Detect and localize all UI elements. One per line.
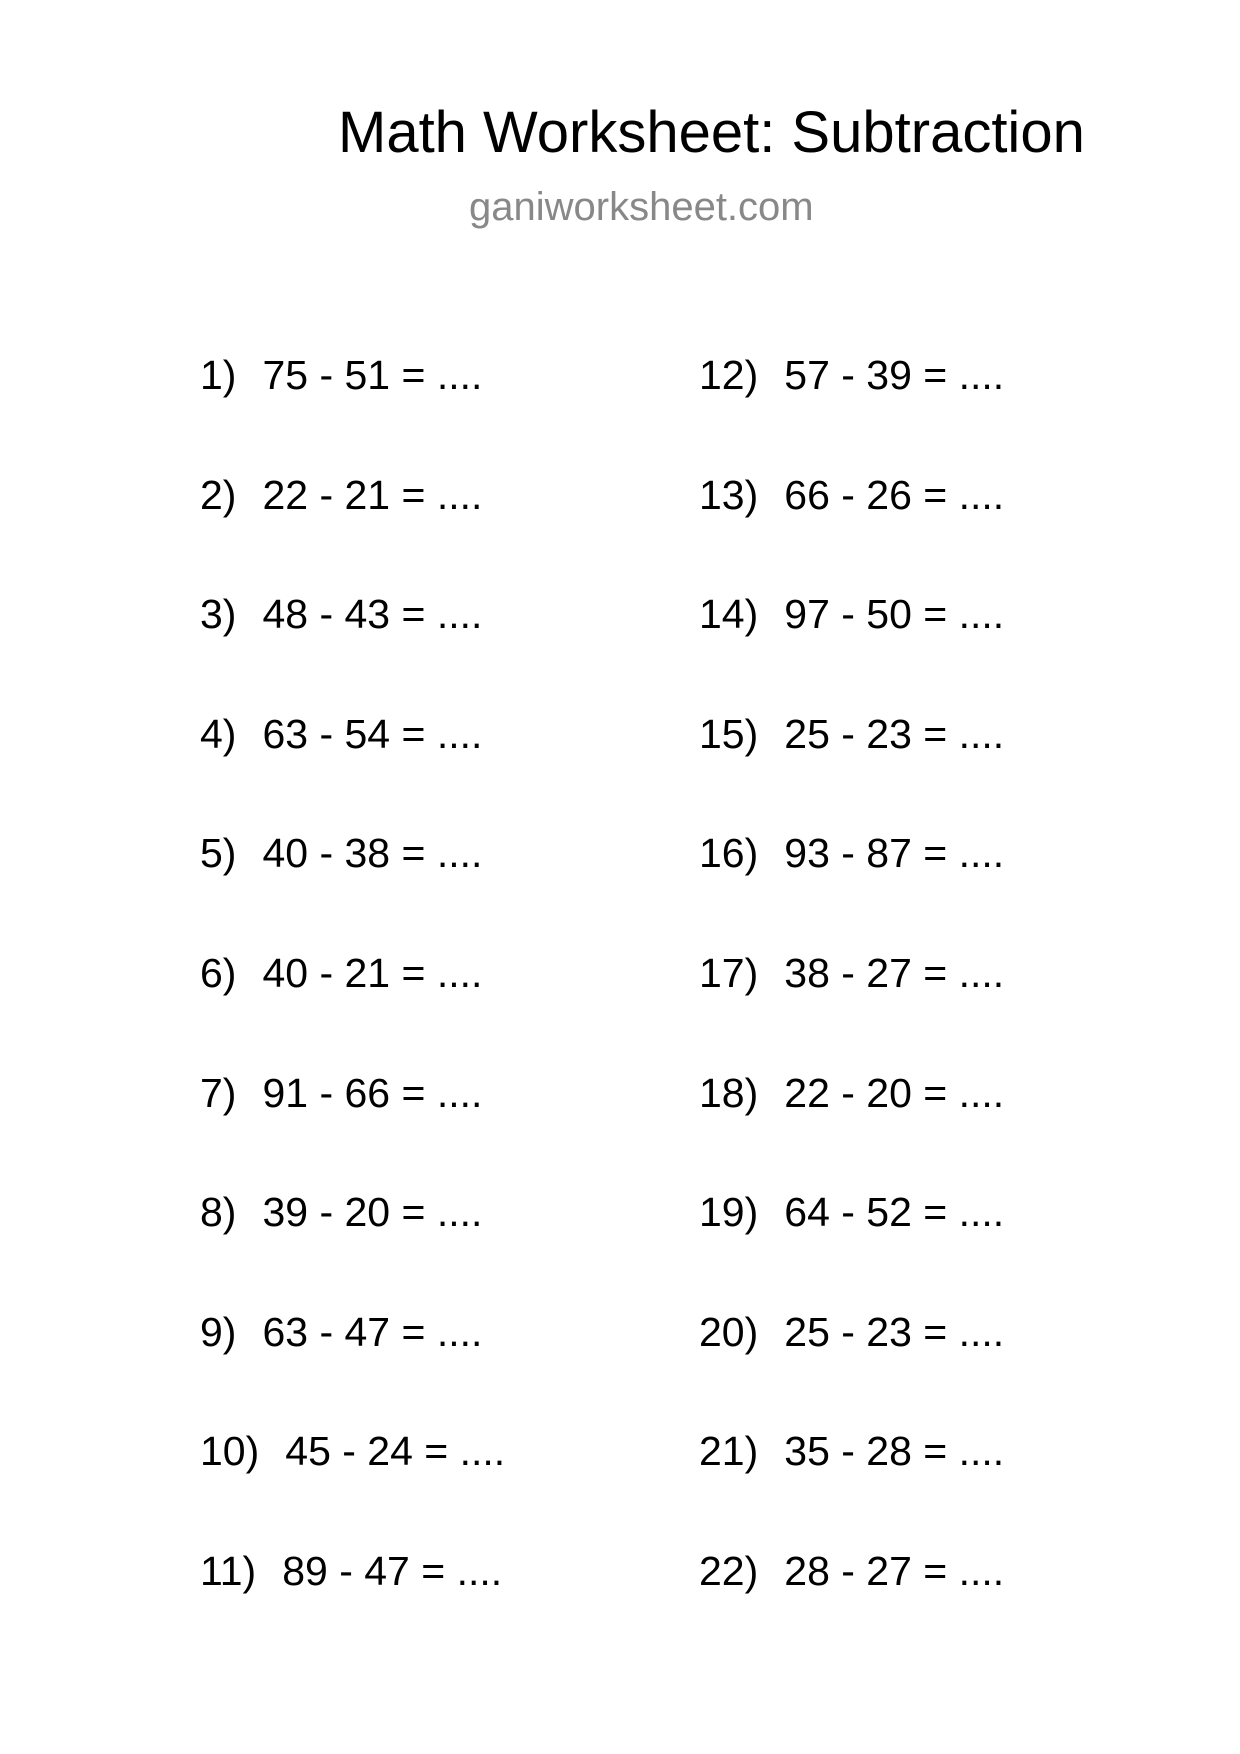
problem-item <box>699 1068 1004 1188</box>
problem-expression: 63 - 54 = .... <box>262 710 483 757</box>
problem-item <box>200 948 505 1068</box>
problem-item <box>699 709 1004 829</box>
problem-item <box>200 589 505 709</box>
problem-number: 13) <box>699 471 759 518</box>
problem-item <box>699 1426 1004 1546</box>
problem-number: 17) <box>699 949 759 996</box>
problem-item <box>200 1307 505 1427</box>
problem-expression: 40 - 38 = .... <box>262 830 483 877</box>
problem-column-left <box>200 350 505 1666</box>
problem-number: 19) <box>699 1189 759 1236</box>
problem-expression: 63 - 47 = .... <box>262 1308 483 1355</box>
problem-number: 22) <box>699 1547 759 1594</box>
problem-number: 8) <box>200 1189 237 1236</box>
problem-item <box>200 1187 505 1307</box>
problem-item <box>200 828 505 948</box>
problem-number: 4) <box>200 710 237 757</box>
problem-number: 6) <box>200 949 237 996</box>
problem-number: 15) <box>699 710 759 757</box>
problem-item <box>699 1187 1004 1307</box>
problem-expression: 57 - 39 = .... <box>784 352 1005 398</box>
problem-expression: 35 - 28 = .... <box>784 1428 1005 1475</box>
problem-item <box>699 470 1004 590</box>
problem-item <box>699 350 1004 470</box>
problem-item <box>699 1307 1004 1427</box>
problem-item <box>200 1068 505 1188</box>
problem-number: 14) <box>699 591 759 638</box>
problem-item <box>200 709 505 829</box>
problem-number: 9) <box>200 1308 237 1355</box>
problem-number: 10) <box>200 1428 260 1475</box>
problem-expression: 25 - 23 = .... <box>784 710 1005 757</box>
problem-expression: 39 - 20 = .... <box>262 1189 483 1236</box>
problem-number: 12) <box>699 352 759 398</box>
problem-item <box>200 350 505 470</box>
problem-expression: 38 - 27 = .... <box>784 949 1005 996</box>
problem-item <box>200 470 505 590</box>
problem-expression: 40 - 21 = .... <box>262 949 483 996</box>
problem-expression: 45 - 24 = .... <box>285 1428 506 1475</box>
problem-number: 2) <box>200 471 237 518</box>
problem-number: 3) <box>200 591 237 638</box>
problem-expression: 28 - 27 = .... <box>784 1547 1005 1594</box>
problem-expression: 48 - 43 = .... <box>262 591 483 638</box>
problem-column-right <box>699 350 1004 1666</box>
problem-expression: 75 - 51 = .... <box>262 352 483 398</box>
problem-expression: 93 - 87 = .... <box>784 830 1005 877</box>
page-title: Math Worksheet: Subtraction <box>338 100 1085 165</box>
problem-expression: 25 - 23 = .... <box>784 1308 1005 1355</box>
problem-expression: 97 - 50 = .... <box>784 591 1005 638</box>
problem-item <box>200 1546 505 1666</box>
problem-number: 7) <box>200 1069 237 1116</box>
problem-item <box>699 1546 1004 1666</box>
problem-number: 11) <box>200 1547 257 1594</box>
problem-number: 1) <box>200 352 237 398</box>
problem-expression: 22 - 20 = .... <box>784 1069 1005 1116</box>
problem-expression: 91 - 66 = .... <box>262 1069 483 1116</box>
problem-number: 18) <box>699 1069 759 1116</box>
problem-expression: 66 - 26 = .... <box>784 471 1005 518</box>
problem-expression: 89 - 47 = .... <box>282 1547 503 1594</box>
problem-item <box>200 1426 505 1546</box>
problem-number: 20) <box>699 1308 759 1355</box>
problem-number: 16) <box>699 830 759 877</box>
problem-expression: 22 - 21 = .... <box>262 471 483 518</box>
problem-item <box>699 948 1004 1068</box>
problem-item <box>699 589 1004 709</box>
problem-expression: 64 - 52 = .... <box>784 1189 1005 1236</box>
problem-number: 5) <box>200 830 237 877</box>
site-watermark-text: ganiworksheet.com <box>469 185 814 229</box>
problem-number: 21) <box>699 1428 759 1475</box>
problem-item <box>699 828 1004 948</box>
